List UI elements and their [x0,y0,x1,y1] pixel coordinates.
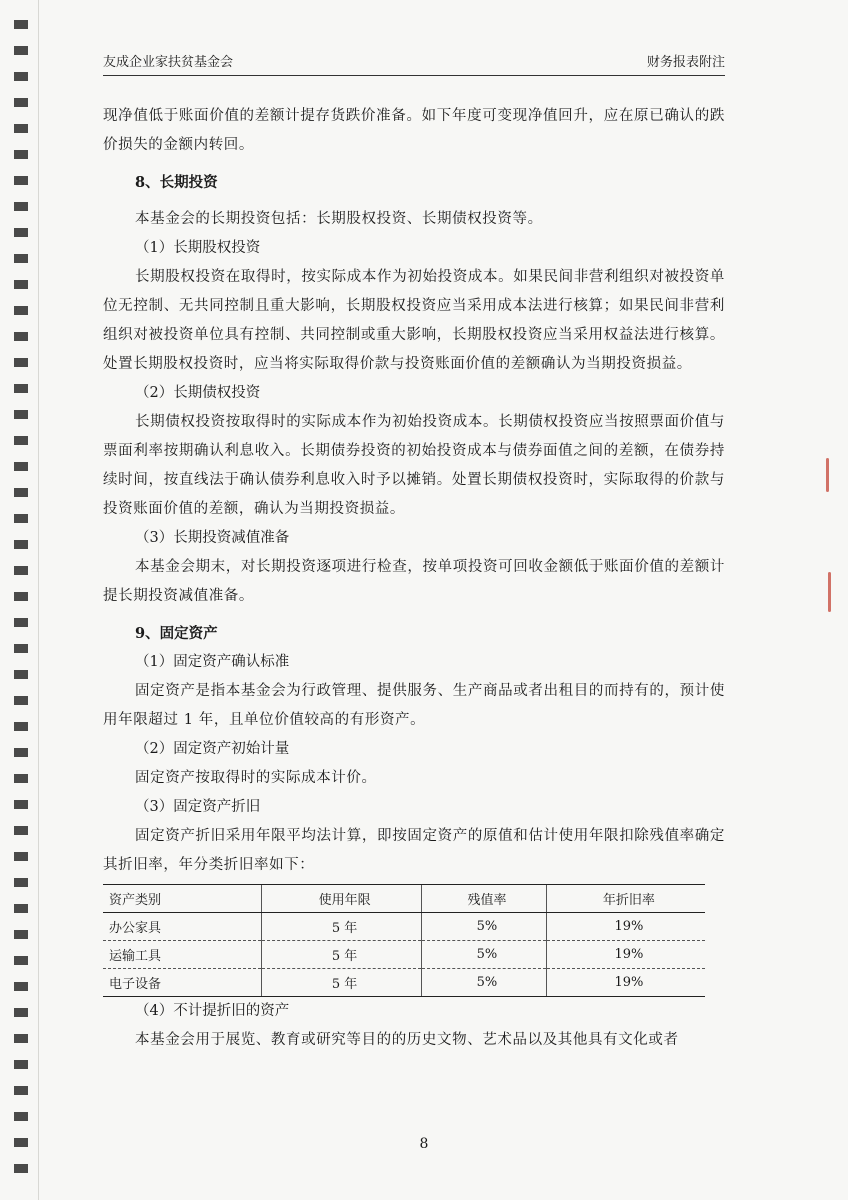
section-heading: 9、固定资产 [135,625,218,642]
table-cell: 19% [546,913,705,941]
column-header: 年折旧率 [546,885,705,913]
column-header: 使用年限 [262,885,422,913]
paragraph: 固定资产按取得时的实际成本计价。 [135,770,377,786]
table-cell: 电子设备 [103,969,262,997]
page-header [103,52,725,74]
subsection-heading: （1）长期股权投资 [135,240,261,256]
paragraph: 固定资产折旧采用年限平均法计算，即按固定资产的原值和估计使用年限扣除残值率确定其折旧率，年分类折旧率如下： [103,828,725,873]
paragraph: 本基金会用于展览、教育或研究等目的的历史文物、艺术品以及其他具有文化或者 [135,1032,679,1048]
table-cell: 19% [546,941,705,969]
header-rule [103,75,725,76]
red-stamp-mark [826,458,829,492]
column-header: 资产类别 [103,885,262,913]
table-cell: 5% [422,913,547,941]
column-header: 残值率 [422,885,547,913]
table-cell: 运输工具 [103,941,262,969]
table-header-row [103,885,705,913]
table-row [103,941,705,969]
paragraph: 现净值低于账面价值的差额计提存货跌价准备。如下年度可变现净值回升，应在原已确认的跌价损失的金额内转回。 [103,108,725,153]
table-cell: 5 年 [262,969,422,997]
page-number: 8 [419,1136,429,1152]
red-stamp-mark [828,572,831,612]
table-cell: 办公家具 [103,913,262,941]
paragraph: 本基金会的长期投资包括：长期股权投资、长期债权投资等。 [135,211,543,227]
paragraph: 长期债权投资按取得时的实际成本作为初始投资成本。长期债权投资应当按照票面价值与票面利率按期确认利息收入。长期债券投资的初始投资成本与债券面值之间的差额，在债券持续时间，按直线法于确认债券利息收入时予以摊销。处置长期债权投资时，实际取得的价款与投资账面价值的差额，确认为当期投资损益。 [103,414,725,517]
header-org-name: 友成企业家扶贫基金会 [103,55,234,70]
subsection-heading: （3）固定资产折旧 [135,799,261,815]
table-cell: 5% [422,969,547,997]
subsection-heading: （4）不计提折旧的资产 [135,1003,290,1019]
table-row [103,969,705,997]
page-edge [38,0,39,1200]
table-row [103,913,705,941]
spiral-binding [14,20,28,1180]
subsection-heading: （1）固定资产确认标准 [135,654,290,670]
paragraph: 长期股权投资在取得时，按实际成本作为初始投资成本。如果民间非营利组织对被投资单位无控制、无共同控制且重大影响，长期股权投资应当采用成本法进行核算；如果民间非营利组织对被投资单位具有控制、共同控制或重大影响，长期股权投资应当采用权益法进行核算。处置长期股权投资时，应当将实际取得价款与投资账面价值的差额确认为当期投资损益。 [103,269,725,372]
table-cell: 5 年 [262,913,422,941]
table-cell: 5 年 [262,941,422,969]
table-cell: 5% [422,941,547,969]
depreciation-table [103,884,705,997]
subsection-heading: （2）长期债权投资 [135,385,261,401]
header-doc-title: 财务报表附注 [646,55,725,70]
document-body [103,102,725,1055]
subsection-heading: （2）固定资产初始计量 [135,741,290,757]
paragraph: 本基金会期末，对长期投资逐项进行检查，按单项投资可回收金额低于账面价值的差额计提长期投资减值准备。 [103,559,725,604]
table-cell: 19% [546,969,705,997]
subsection-heading: （3）长期投资减值准备 [135,530,290,546]
section-heading: 8、长期投资 [135,174,218,191]
paragraph: 固定资产是指本基金会为行政管理、提供服务、生产商品或者出租目的而持有的，预计使用年限超过 1 年，且单位价值较高的有形资产。 [103,683,725,728]
